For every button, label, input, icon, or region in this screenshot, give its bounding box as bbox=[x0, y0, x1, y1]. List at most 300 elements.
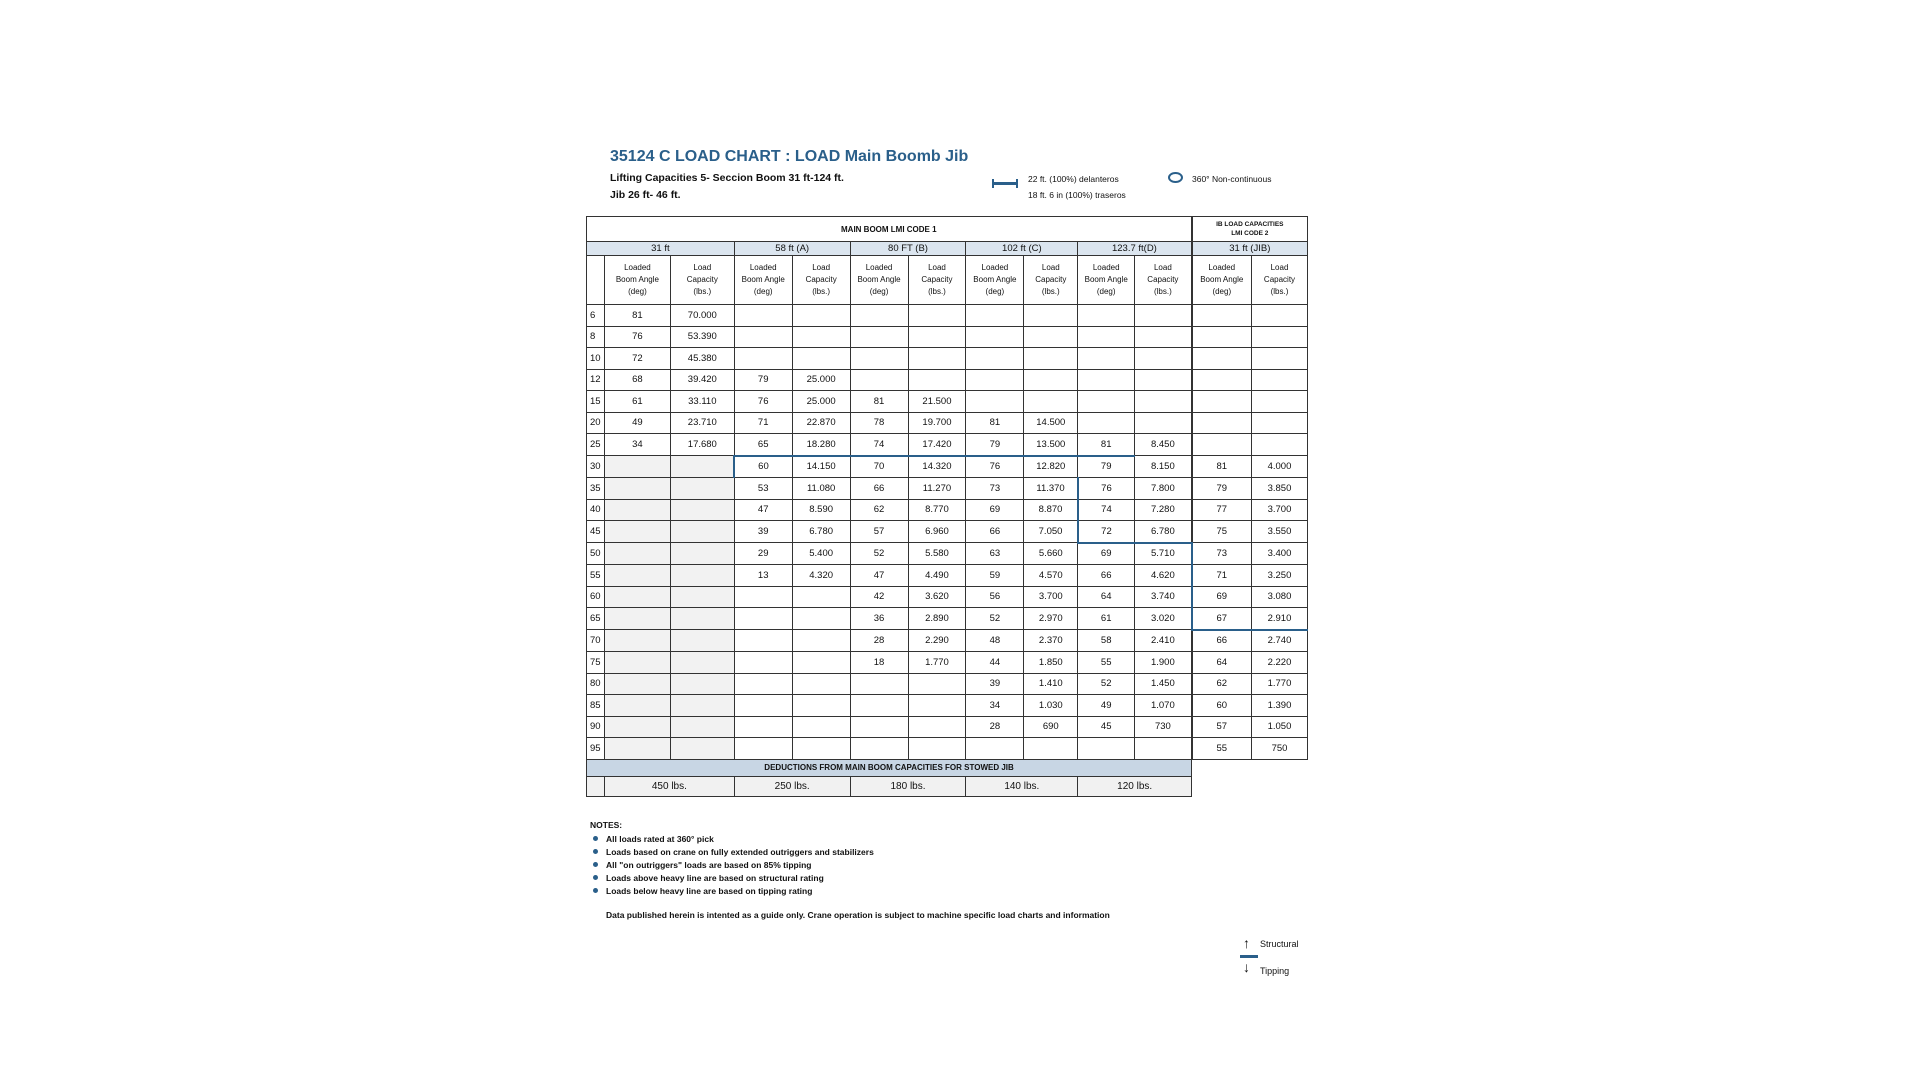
angle-column-header bbox=[966, 256, 1024, 305]
radius-cell: 35 bbox=[587, 478, 605, 500]
angle-cell: 62 bbox=[850, 499, 908, 521]
column-header-line: Capacity bbox=[921, 275, 953, 284]
capacity-cell: 4.320 bbox=[792, 565, 850, 587]
angle-cell bbox=[966, 391, 1024, 413]
capacity-cell bbox=[792, 305, 850, 327]
angle-cell: 61 bbox=[1078, 608, 1135, 630]
deduction-value: 450 lbs. bbox=[604, 776, 734, 796]
tipping-arrow-icon: ↓ bbox=[1243, 959, 1250, 975]
capacity-cell: 1.850 bbox=[1024, 652, 1078, 674]
angle-column-header bbox=[604, 256, 670, 305]
capacity-cell: 7.050 bbox=[1024, 521, 1078, 543]
legend-rear-outriggers: 18 ft. 6 in (100%) traseros bbox=[1028, 190, 1126, 200]
capacity-cell bbox=[908, 716, 966, 738]
capacity-cell: 3.020 bbox=[1135, 608, 1192, 630]
empty-cell bbox=[1192, 776, 1308, 796]
capacity-cell: 19.700 bbox=[908, 412, 966, 434]
angle-cell bbox=[850, 673, 908, 695]
angle-cell bbox=[1078, 412, 1135, 434]
angle-column-header bbox=[1078, 256, 1135, 305]
table-row bbox=[587, 565, 1308, 587]
capacity-cell: 18.280 bbox=[792, 434, 850, 456]
angle-cell bbox=[1078, 305, 1135, 327]
length-80ft: 80 FT (B) bbox=[850, 242, 966, 256]
capacity-cell: 11.270 bbox=[908, 478, 966, 500]
angle-cell: 47 bbox=[850, 565, 908, 587]
capacity-cell: 8.150 bbox=[1135, 456, 1192, 478]
capacity-cell: 3.740 bbox=[1135, 586, 1192, 608]
angle-cell: 42 bbox=[850, 586, 908, 608]
column-header-line: (deg) bbox=[1096, 287, 1116, 296]
angle-cell bbox=[1192, 369, 1252, 391]
empty-cell bbox=[1192, 759, 1308, 776]
angle-cell: 64 bbox=[1078, 586, 1135, 608]
capacity-cell bbox=[792, 716, 850, 738]
column-header-line: (deg) bbox=[628, 287, 647, 296]
angle-cell bbox=[1078, 738, 1135, 760]
angle-cell: 76 bbox=[734, 391, 792, 413]
angle-cell: 18 bbox=[850, 652, 908, 674]
capacity-cell bbox=[670, 716, 734, 738]
capacity-cell bbox=[908, 305, 966, 327]
capacity-cell: 7.280 bbox=[1135, 499, 1192, 521]
note-item: Loads based on crane on fully extended outriggers and stabilizers bbox=[590, 846, 874, 859]
angle-cell bbox=[850, 348, 908, 370]
capacity-cell bbox=[670, 521, 734, 543]
capacity-cell: 3.620 bbox=[908, 586, 966, 608]
deduction-value: 140 lbs. bbox=[966, 776, 1078, 796]
angle-cell bbox=[1078, 348, 1135, 370]
angle-cell: 65 bbox=[734, 434, 792, 456]
angle-cell bbox=[1192, 348, 1252, 370]
angle-cell: 76 bbox=[604, 326, 670, 348]
angle-cell: 52 bbox=[1078, 673, 1135, 695]
column-header-line: Load bbox=[928, 263, 946, 272]
column-header-line: (deg) bbox=[753, 287, 773, 296]
angle-cell: 39 bbox=[734, 521, 792, 543]
capacity-cell bbox=[1251, 348, 1307, 370]
capacity-cell: 1.450 bbox=[1135, 673, 1192, 695]
deductions-title-row bbox=[587, 759, 1308, 776]
radius-cell: 10 bbox=[587, 348, 605, 370]
angle-cell: 64 bbox=[1192, 652, 1252, 674]
capacity-column-header bbox=[1251, 256, 1307, 305]
angle-cell: 66 bbox=[966, 521, 1024, 543]
angle-cell: 66 bbox=[1078, 565, 1135, 587]
deductions-radius-cell bbox=[587, 776, 605, 796]
capacity-cell bbox=[1251, 369, 1307, 391]
angle-cell: 52 bbox=[966, 608, 1024, 630]
angle-cell: 79 bbox=[966, 434, 1024, 456]
angle-cell: 55 bbox=[1192, 738, 1252, 760]
capacity-cell bbox=[792, 673, 850, 695]
angle-cell bbox=[604, 716, 670, 738]
angle-cell: 58 bbox=[1078, 630, 1135, 652]
capacity-cell: 3.700 bbox=[1024, 586, 1078, 608]
chart-title: 35124 C LOAD CHART : LOAD Main Boomb Jib bbox=[610, 148, 969, 165]
angle-cell: 57 bbox=[850, 521, 908, 543]
length-102ft: 102 ft (C) bbox=[966, 242, 1078, 256]
angle-cell: 53 bbox=[734, 478, 792, 500]
radius-cell: 8 bbox=[587, 326, 605, 348]
angle-cell bbox=[850, 326, 908, 348]
capacity-cell bbox=[1251, 391, 1307, 413]
column-header-line: (deg) bbox=[869, 287, 889, 296]
capacity-cell bbox=[1135, 369, 1192, 391]
capacity-cell: 2.910 bbox=[1251, 608, 1307, 630]
capacity-cell bbox=[1135, 348, 1192, 370]
notes-title: NOTES: bbox=[590, 820, 623, 830]
radius-cell: 60 bbox=[587, 586, 605, 608]
angle-cell bbox=[734, 305, 792, 327]
angle-cell bbox=[604, 478, 670, 500]
angle-cell: 71 bbox=[734, 412, 792, 434]
capacity-cell bbox=[792, 695, 850, 717]
jib-header-line2: LMI CODE 2 bbox=[1231, 230, 1269, 237]
capacity-cell bbox=[1251, 326, 1307, 348]
capacity-column-header bbox=[792, 256, 850, 305]
legend-front-outriggers: 22 ft. (100%) delanteros bbox=[1028, 174, 1119, 184]
angle-cell: 78 bbox=[850, 412, 908, 434]
capacity-cell bbox=[670, 499, 734, 521]
capacity-cell bbox=[1024, 305, 1078, 327]
capacity-cell: 1.410 bbox=[1024, 673, 1078, 695]
heavy-line-icon bbox=[1240, 955, 1258, 958]
capacity-cell: 14.320 bbox=[908, 456, 966, 478]
capacity-cell bbox=[792, 738, 850, 760]
capacity-cell: 4.620 bbox=[1135, 565, 1192, 587]
capacity-cell bbox=[670, 652, 734, 674]
capacity-cell: 45.380 bbox=[670, 348, 734, 370]
capacity-column-header bbox=[908, 256, 966, 305]
angle-cell bbox=[966, 738, 1024, 760]
capacity-cell bbox=[908, 369, 966, 391]
angle-cell: 68 bbox=[604, 369, 670, 391]
radius-cell: 20 bbox=[587, 412, 605, 434]
angle-cell: 28 bbox=[850, 630, 908, 652]
capacity-cell: 5.580 bbox=[908, 543, 966, 565]
table-row bbox=[587, 499, 1308, 521]
angle-cell: 13 bbox=[734, 565, 792, 587]
capacity-cell bbox=[1135, 738, 1192, 760]
capacity-cell bbox=[1135, 305, 1192, 327]
angle-cell: 60 bbox=[1192, 695, 1252, 717]
capacity-cell bbox=[908, 695, 966, 717]
angle-cell: 76 bbox=[966, 456, 1024, 478]
capacity-cell bbox=[670, 565, 734, 587]
radius-cell: 55 bbox=[587, 565, 605, 587]
column-header-line: Capacity bbox=[1035, 275, 1067, 284]
column-header-line: Boom Angle bbox=[1084, 275, 1128, 284]
angle-cell: 81 bbox=[1192, 456, 1252, 478]
angle-cell: 72 bbox=[604, 348, 670, 370]
capacity-cell: 11.080 bbox=[792, 478, 850, 500]
capacity-column-header bbox=[1024, 256, 1078, 305]
capacity-cell: 1.770 bbox=[1251, 673, 1307, 695]
angle-cell: 52 bbox=[850, 543, 908, 565]
capacity-cell bbox=[1135, 391, 1192, 413]
table-row bbox=[587, 543, 1308, 565]
angle-cell bbox=[850, 738, 908, 760]
capacity-cell: 4.570 bbox=[1024, 565, 1078, 587]
angle-cell: 47 bbox=[734, 499, 792, 521]
capacity-cell bbox=[670, 695, 734, 717]
column-header-line: Boom Angle bbox=[615, 275, 659, 284]
column-header-line: Boom Angle bbox=[741, 275, 785, 284]
radius-cell: 65 bbox=[587, 608, 605, 630]
table-row bbox=[587, 586, 1308, 608]
capacity-cell bbox=[1251, 434, 1307, 456]
angle-cell: 60 bbox=[734, 456, 792, 478]
angle-cell: 75 bbox=[1192, 521, 1252, 543]
notes-list bbox=[590, 833, 874, 898]
column-header-line: (lbs.) bbox=[1153, 287, 1172, 296]
angle-cell bbox=[734, 673, 792, 695]
note-item: All "on outriggers" loads are based on 85% tipping bbox=[590, 859, 874, 872]
capacity-cell: 2.370 bbox=[1024, 630, 1078, 652]
capacity-cell: 2.890 bbox=[908, 608, 966, 630]
angle-cell: 71 bbox=[1192, 565, 1252, 587]
main-boom-header: MAIN BOOM LMI CODE 1 bbox=[587, 217, 1192, 242]
column-header-line: (deg) bbox=[1212, 287, 1232, 296]
angle-cell: 81 bbox=[966, 412, 1024, 434]
capacity-cell bbox=[1135, 326, 1192, 348]
angle-cell: 73 bbox=[966, 478, 1024, 500]
angle-cell bbox=[604, 499, 670, 521]
angle-cell bbox=[1078, 326, 1135, 348]
radius-cell: 80 bbox=[587, 673, 605, 695]
angle-cell: 34 bbox=[604, 434, 670, 456]
capacity-cell: 5.710 bbox=[1135, 543, 1192, 565]
angle-cell: 29 bbox=[734, 543, 792, 565]
note-item: All loads rated at 360° pick bbox=[590, 833, 874, 846]
capacity-column-header bbox=[670, 256, 734, 305]
column-header-line: Loaded bbox=[865, 263, 893, 272]
table-row bbox=[587, 326, 1308, 348]
capacity-cell: 3.400 bbox=[1251, 543, 1307, 565]
capacity-cell: 6.780 bbox=[1135, 521, 1192, 543]
angle-cell: 70 bbox=[850, 456, 908, 478]
column-header-line: Loaded bbox=[624, 263, 651, 272]
angle-cell bbox=[1192, 434, 1252, 456]
column-header-line: Capacity bbox=[805, 275, 837, 284]
table-row bbox=[587, 695, 1308, 717]
column-header-line: (lbs.) bbox=[812, 287, 831, 296]
angle-cell: 48 bbox=[966, 630, 1024, 652]
angle-cell: 63 bbox=[966, 543, 1024, 565]
subtitle-jib: Jib 26 ft- 46 ft. bbox=[610, 189, 681, 201]
capacity-cell: 3.550 bbox=[1251, 521, 1307, 543]
capacity-cell bbox=[1251, 412, 1307, 434]
disclaimer: Data published herein is intented as a guide only. Crane operation is subject to machine specific load charts and information bbox=[606, 910, 1110, 920]
angle-cell: 69 bbox=[1192, 586, 1252, 608]
capacity-cell bbox=[670, 630, 734, 652]
column-header-line: (lbs.) bbox=[1270, 287, 1289, 296]
angle-cell: 79 bbox=[1192, 478, 1252, 500]
radius-cell: 50 bbox=[587, 543, 605, 565]
capacity-cell: 3.850 bbox=[1251, 478, 1307, 500]
capacity-cell: 12.820 bbox=[1024, 456, 1078, 478]
column-header-line: Capacity bbox=[1147, 275, 1179, 284]
table-row bbox=[587, 305, 1308, 327]
capacity-cell: 2.410 bbox=[1135, 630, 1192, 652]
angle-cell bbox=[604, 608, 670, 630]
angle-cell: 28 bbox=[966, 716, 1024, 738]
angle-cell bbox=[604, 673, 670, 695]
capacity-cell: 21.500 bbox=[908, 391, 966, 413]
table-row bbox=[587, 716, 1308, 738]
capacity-cell: 14.150 bbox=[792, 456, 850, 478]
angle-cell bbox=[966, 326, 1024, 348]
angle-cell bbox=[734, 326, 792, 348]
angle-cell bbox=[604, 586, 670, 608]
angle-cell: 72 bbox=[1078, 521, 1135, 543]
radius-cell: 40 bbox=[587, 499, 605, 521]
angle-cell bbox=[850, 695, 908, 717]
column-header-line: (lbs.) bbox=[693, 287, 712, 296]
table-row bbox=[587, 348, 1308, 370]
angle-column-header bbox=[850, 256, 908, 305]
angle-cell: 74 bbox=[850, 434, 908, 456]
capacity-cell: 3.080 bbox=[1251, 586, 1307, 608]
capacity-cell: 1.770 bbox=[908, 652, 966, 674]
column-header-line: Load bbox=[693, 263, 712, 272]
deduction-value: 120 lbs. bbox=[1078, 776, 1192, 796]
angle-cell: 81 bbox=[850, 391, 908, 413]
column-header-line: Load bbox=[812, 263, 831, 272]
capacity-column-header bbox=[1135, 256, 1192, 305]
angle-cell bbox=[966, 369, 1024, 391]
capacity-cell bbox=[670, 673, 734, 695]
angle-cell: 56 bbox=[966, 586, 1024, 608]
capacity-cell bbox=[1024, 391, 1078, 413]
table-row bbox=[587, 652, 1308, 674]
radius-cell: 15 bbox=[587, 391, 605, 413]
angle-cell: 81 bbox=[1078, 434, 1135, 456]
capacity-cell bbox=[792, 586, 850, 608]
angle-cell: 45 bbox=[1078, 716, 1135, 738]
radius-cell: 45 bbox=[587, 521, 605, 543]
table-row bbox=[587, 369, 1308, 391]
column-header-line: (deg) bbox=[985, 287, 1005, 296]
angle-cell: 69 bbox=[1078, 543, 1135, 565]
load-capacity-table bbox=[586, 216, 1308, 797]
capacity-cell bbox=[1135, 412, 1192, 434]
angle-cell: 69 bbox=[966, 499, 1024, 521]
column-header-line: Loaded bbox=[749, 263, 777, 272]
angle-cell bbox=[734, 586, 792, 608]
column-header-line: Boom Angle bbox=[857, 275, 901, 284]
deductions-title: DEDUCTIONS FROM MAIN BOOM CAPACITIES FOR STOWED JIB bbox=[587, 759, 1192, 776]
length-123ft: 123.7 ft(D) bbox=[1078, 242, 1192, 256]
capacity-cell: 2.740 bbox=[1251, 630, 1307, 652]
capacity-cell bbox=[670, 478, 734, 500]
angle-cell: 61 bbox=[604, 391, 670, 413]
angle-cell: 62 bbox=[1192, 673, 1252, 695]
capacity-cell: 70.000 bbox=[670, 305, 734, 327]
length-jib: 31 ft (JIB) bbox=[1192, 242, 1308, 256]
table-row bbox=[587, 608, 1308, 630]
capacity-cell bbox=[670, 608, 734, 630]
structural-arrow-icon: ↑ bbox=[1243, 935, 1250, 951]
radius-cell: 6 bbox=[587, 305, 605, 327]
angle-cell: 49 bbox=[604, 412, 670, 434]
capacity-cell bbox=[670, 543, 734, 565]
capacity-cell bbox=[1024, 326, 1078, 348]
capacity-cell: 53.390 bbox=[670, 326, 734, 348]
angle-cell bbox=[1078, 391, 1135, 413]
angle-cell: 57 bbox=[1192, 716, 1252, 738]
capacity-cell: 1.070 bbox=[1135, 695, 1192, 717]
angle-cell bbox=[966, 305, 1024, 327]
angle-cell bbox=[850, 305, 908, 327]
angle-column-header bbox=[734, 256, 792, 305]
capacity-cell: 4.000 bbox=[1251, 456, 1307, 478]
column-header-line: Load bbox=[1153, 263, 1172, 272]
angle-cell: 34 bbox=[966, 695, 1024, 717]
capacity-cell bbox=[908, 673, 966, 695]
angle-cell bbox=[734, 608, 792, 630]
angle-cell bbox=[966, 348, 1024, 370]
capacity-cell bbox=[1024, 369, 1078, 391]
capacity-cell: 22.870 bbox=[792, 412, 850, 434]
angle-cell: 79 bbox=[1078, 456, 1135, 478]
angle-cell: 49 bbox=[1078, 695, 1135, 717]
table-row bbox=[587, 434, 1308, 456]
table-row bbox=[587, 391, 1308, 413]
angle-cell bbox=[1192, 391, 1252, 413]
note-item: Loads above heavy line are based on structural rating bbox=[590, 872, 874, 885]
capacity-cell bbox=[792, 652, 850, 674]
capacity-cell: 8.450 bbox=[1135, 434, 1192, 456]
capacity-cell: 1.900 bbox=[1135, 652, 1192, 674]
capacity-cell: 6.780 bbox=[792, 521, 850, 543]
angle-cell: 79 bbox=[734, 369, 792, 391]
radius-header bbox=[587, 256, 605, 305]
radius-cell: 25 bbox=[587, 434, 605, 456]
outrigger-span-icon bbox=[992, 182, 1018, 185]
capacity-cell: 8.590 bbox=[792, 499, 850, 521]
capacity-cell: 730 bbox=[1135, 716, 1192, 738]
capacity-cell: 11.370 bbox=[1024, 478, 1078, 500]
capacity-cell: 17.420 bbox=[908, 434, 966, 456]
capacity-cell: 2.290 bbox=[908, 630, 966, 652]
column-header-line: Boom Angle bbox=[1200, 275, 1244, 284]
capacity-cell: 2.970 bbox=[1024, 608, 1078, 630]
deduction-value: 180 lbs. bbox=[850, 776, 966, 796]
angle-cell bbox=[604, 543, 670, 565]
angle-cell: 55 bbox=[1078, 652, 1135, 674]
subtitle-boom: Lifting Capacities 5- Seccion Boom 31 ft-124 ft. bbox=[610, 172, 844, 184]
capacity-cell bbox=[908, 738, 966, 760]
capacity-cell bbox=[908, 326, 966, 348]
capacity-cell: 3.250 bbox=[1251, 565, 1307, 587]
angle-cell: 81 bbox=[604, 305, 670, 327]
radius-cell: 70 bbox=[587, 630, 605, 652]
capacity-cell: 13.500 bbox=[1024, 434, 1078, 456]
table-row bbox=[587, 738, 1308, 760]
capacity-cell bbox=[792, 608, 850, 630]
angle-cell bbox=[734, 652, 792, 674]
capacity-cell: 8.770 bbox=[908, 499, 966, 521]
angle-cell bbox=[604, 456, 670, 478]
table-row bbox=[587, 456, 1308, 478]
capacity-cell: 25.000 bbox=[792, 369, 850, 391]
capacity-cell: 1.390 bbox=[1251, 695, 1307, 717]
legend-tipping: Tipping bbox=[1260, 966, 1290, 976]
radius-cell: 12 bbox=[587, 369, 605, 391]
capacity-cell bbox=[670, 456, 734, 478]
